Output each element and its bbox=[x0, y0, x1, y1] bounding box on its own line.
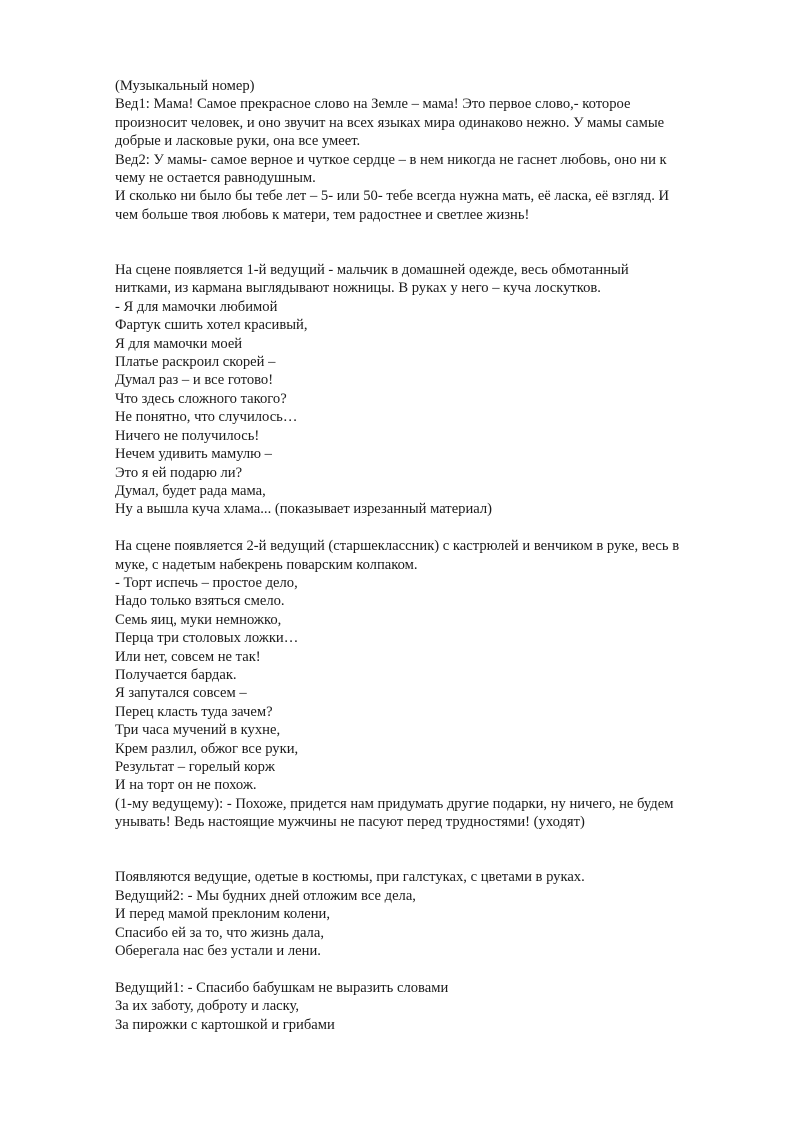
scene2-line: На сцене появляется 2-й ведущий (старшеклассник) с кастрюлей и венчиком в руке, весь в bbox=[115, 538, 680, 555]
intro-line: чему не остается равнодушным. bbox=[115, 170, 316, 187]
scene4-section bbox=[115, 979, 755, 1034]
spacer bbox=[115, 960, 755, 978]
scene1-line: Думал, будет рада мама, bbox=[115, 482, 266, 499]
spacer bbox=[115, 832, 755, 869]
scene4-line: За их заботу, доброту и ласку, bbox=[115, 998, 300, 1015]
intro-section bbox=[115, 77, 755, 224]
scene1-line: Нечем удивить мамулю – bbox=[115, 446, 272, 463]
intro-line: Вед1: Мама! Самое прекрасное слово на Земле – мама! Это первое слово,- которое bbox=[115, 96, 631, 113]
scene2-line: Крем разлил, обжог все руки, bbox=[115, 740, 299, 757]
scene1-line: Ничего не получилось! bbox=[115, 427, 260, 444]
scene1-line: Думал раз – и все готово! bbox=[115, 372, 274, 389]
scene1-line: - Я для мамочки любимой bbox=[115, 298, 278, 315]
scene1-line: Это я ей подарю ли? bbox=[115, 464, 243, 481]
scene1-line: Что здесь сложного такого? bbox=[115, 390, 287, 407]
scene2-line: Перец класть туда зачем? bbox=[115, 703, 273, 720]
intro-line: Вед2: У мамы- самое верное и чуткое сердце – в нем никогда не гаснет любовь, оно ни к bbox=[115, 151, 667, 168]
scene1-line: Фартук сшить хотел красивый, bbox=[115, 317, 308, 334]
scene2-line: - Торт испечь – простое дело, bbox=[115, 574, 298, 591]
scene2-line: муке, с надетым набекрень поварским колпаком. bbox=[115, 556, 418, 573]
scene3-line: Спасибо ей за то, что жизнь дала, bbox=[115, 924, 324, 941]
scene1-line: Платье раскроил скорей – bbox=[115, 354, 276, 371]
scene3-section bbox=[115, 868, 755, 960]
scene2-line: Или нет, совсем не так! bbox=[115, 648, 261, 665]
scene1-section bbox=[115, 261, 755, 519]
scene2-line: Надо только взяться смело. bbox=[115, 593, 285, 610]
intro-line: произносит человек, и оно звучит на всех языках мира одинаково нежно. У мамы самые bbox=[115, 114, 665, 131]
spacer bbox=[115, 519, 755, 537]
scene1-line: Я для мамочки моей bbox=[115, 335, 243, 352]
scene2-line: Перца три столовых ложки… bbox=[115, 630, 299, 647]
intro-line: (Музыкальный номер) bbox=[115, 78, 255, 94]
scene1-line: Ну а вышла куча хлама... (показывает изрезанный материал) bbox=[115, 501, 493, 518]
intro-line: добрые и ласковые руки, она все умеет. bbox=[115, 133, 361, 150]
scene4-line: Ведущий1: - Спасибо бабушкам не выразить словами bbox=[115, 979, 449, 996]
scene2-line: И на торт он не похож. bbox=[115, 777, 257, 794]
scene2-line: Три часа мучений в кухне, bbox=[115, 722, 281, 739]
scene3-line: Появляются ведущие, одетые в костюмы, при галстуках, с цветами в руках. bbox=[115, 869, 585, 886]
intro-line: И сколько ни было бы тебе лет – 5- или 50- тебе всегда нужна мать, её ласка, её взгляд. И bbox=[115, 188, 670, 205]
scene2-line: Я запутался совсем – bbox=[115, 685, 247, 702]
scene4-line: За пирожки с картошкой и грибами bbox=[115, 1016, 335, 1033]
scene2-line: унывать! Ведь настоящие мужчины не пасуют перед трудностями! (уходят) bbox=[115, 814, 585, 831]
scene3-line: И перед мамой преклоним колени, bbox=[115, 906, 330, 923]
scene2-line: (1-му ведущему): - Похоже, придется нам придумать другие подарки, ну ничего, не будем bbox=[115, 795, 674, 812]
scene2-line: Результат – горелый корж bbox=[115, 759, 275, 775]
scene2-section bbox=[115, 537, 755, 832]
scene1-line: На сцене появляется 1-й ведущий - мальчик в домашней одежде, весь обмотанный bbox=[115, 262, 629, 279]
scene2-line: Семь яиц, муки немножко, bbox=[115, 611, 282, 628]
scene3-line: Оберегала нас без устали и лени. bbox=[115, 943, 321, 960]
scene1-line: Не понятно, что случилось… bbox=[115, 409, 298, 426]
scene1-line: нитками, из кармана выглядывают ножницы. В руках у него – куча лоскутков. bbox=[115, 280, 601, 297]
spacer bbox=[115, 224, 755, 261]
intro-line: чем больше твоя любовь к матери, тем радостнее и светлее жизнь! bbox=[115, 206, 530, 223]
scene2-line: Получается бардак. bbox=[115, 666, 237, 683]
document-body bbox=[115, 77, 755, 1034]
scene3-line: Ведущий2: - Мы будних дней отложим все дела, bbox=[115, 887, 416, 904]
